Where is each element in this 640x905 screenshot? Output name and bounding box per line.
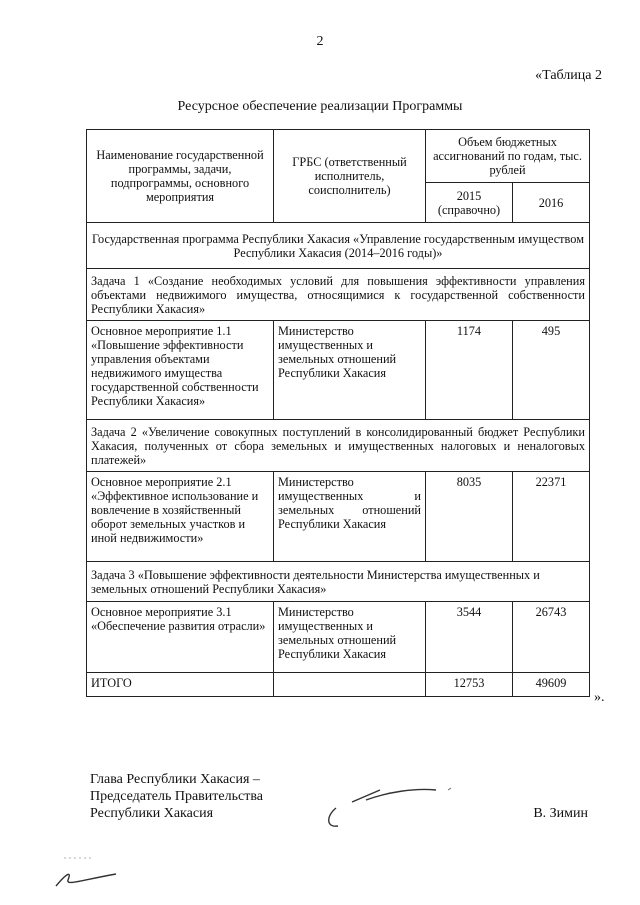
handwritten-signature — [318, 778, 468, 838]
activity-row — [87, 602, 590, 673]
total-value-2015: 12753 — [426, 673, 513, 697]
header-grbs-cell: ГРБС (ответственный исполнитель, соисполнитель) — [274, 130, 426, 223]
activity-value-2016: 495 — [513, 321, 590, 420]
activity-grbs: Министерство имущественных и земельных отношений Республики Хакасия — [274, 602, 426, 673]
activity-name: Основное мероприятие 2.1 «Эффективное использование и вовлечение в хозяйственный оборот земельных участков и иной недвижимости» — [87, 472, 274, 562]
header-year-2016: 2016 — [513, 183, 590, 223]
task-title: Задача 2 «Увеличение совокупных поступлений в консолидированный бюджет Республики Хакасия, полученных от сбора земельных и имущественных налоговых и неналоговых платежей» — [87, 420, 590, 472]
activity-grbs: Министерство имущественных и земельных отношений Республики Хакасия — [274, 321, 426, 420]
total-value-2016: 49609 — [513, 673, 590, 697]
task-row — [87, 562, 590, 602]
header-year-2015: 2015 (справочно) — [426, 183, 513, 223]
activity-name: Основное мероприятие 3.1 «Обеспечение развития отрасли» — [87, 602, 274, 673]
page-number: 2 — [316, 34, 324, 49]
activity-value-2015: 1174 — [426, 321, 513, 420]
signature-block — [90, 771, 263, 822]
signer-name: В. Зимин — [533, 806, 588, 821]
signature-title-line: Республики Хакасия — [90, 806, 214, 821]
program-row — [87, 223, 590, 269]
activity-row — [87, 321, 590, 420]
table-reference: «Таблица 2 — [535, 68, 602, 83]
task-title: Задача 1 «Создание необходимых условий для повышения эффективности управления объектами недвижимого имущества, относящимися к государственной собственности Республики Хакасия» — [87, 269, 590, 321]
handwritten-initials — [42, 852, 132, 892]
program-title: Государственная программа Республики Хакасия «Управление государственным имуществом Республики Хакасия (2014–2016 годы)» — [87, 223, 590, 269]
closing-quote: ». — [594, 690, 605, 705]
activity-grbs: Министерство имущественных и земельных отношений Республики Хакасия — [274, 472, 426, 562]
activity-value-2016: 26743 — [513, 602, 590, 673]
signature-title-line: Председатель Правительства — [90, 789, 263, 804]
activity-row — [87, 472, 590, 562]
task-title: Задача 3 «Повышение эффективности деятельности Министерства имущественных и земельных отношений Республики Хакасия» — [87, 562, 590, 602]
activity-value-2015: 3544 — [426, 602, 513, 673]
header-row — [87, 130, 590, 183]
task-row — [87, 420, 590, 472]
signature-title-line: Глава Республики Хакасия – — [90, 772, 260, 787]
task-row — [87, 269, 590, 321]
activity-name: Основное мероприятие 1.1 «Повышение эффективности управления объектами недвижимого имущества государственной собственности Республики Хакасия» — [87, 321, 274, 420]
total-grbs-empty — [274, 673, 426, 697]
total-row — [87, 673, 590, 697]
header-name-cell: Наименование государственной программы, задачи, подпрограммы, основного мероприятия — [87, 130, 274, 223]
header-budget-cell: Объем бюджетных ассигнований по годам, тыс. рублей — [426, 130, 590, 183]
resource-table — [86, 129, 590, 697]
activity-value-2016: 22371 — [513, 472, 590, 562]
activity-value-2015: 8035 — [426, 472, 513, 562]
document-title: Ресурсное обеспечение реализации Программы — [177, 99, 463, 114]
total-label: ИТОГО — [87, 673, 274, 697]
